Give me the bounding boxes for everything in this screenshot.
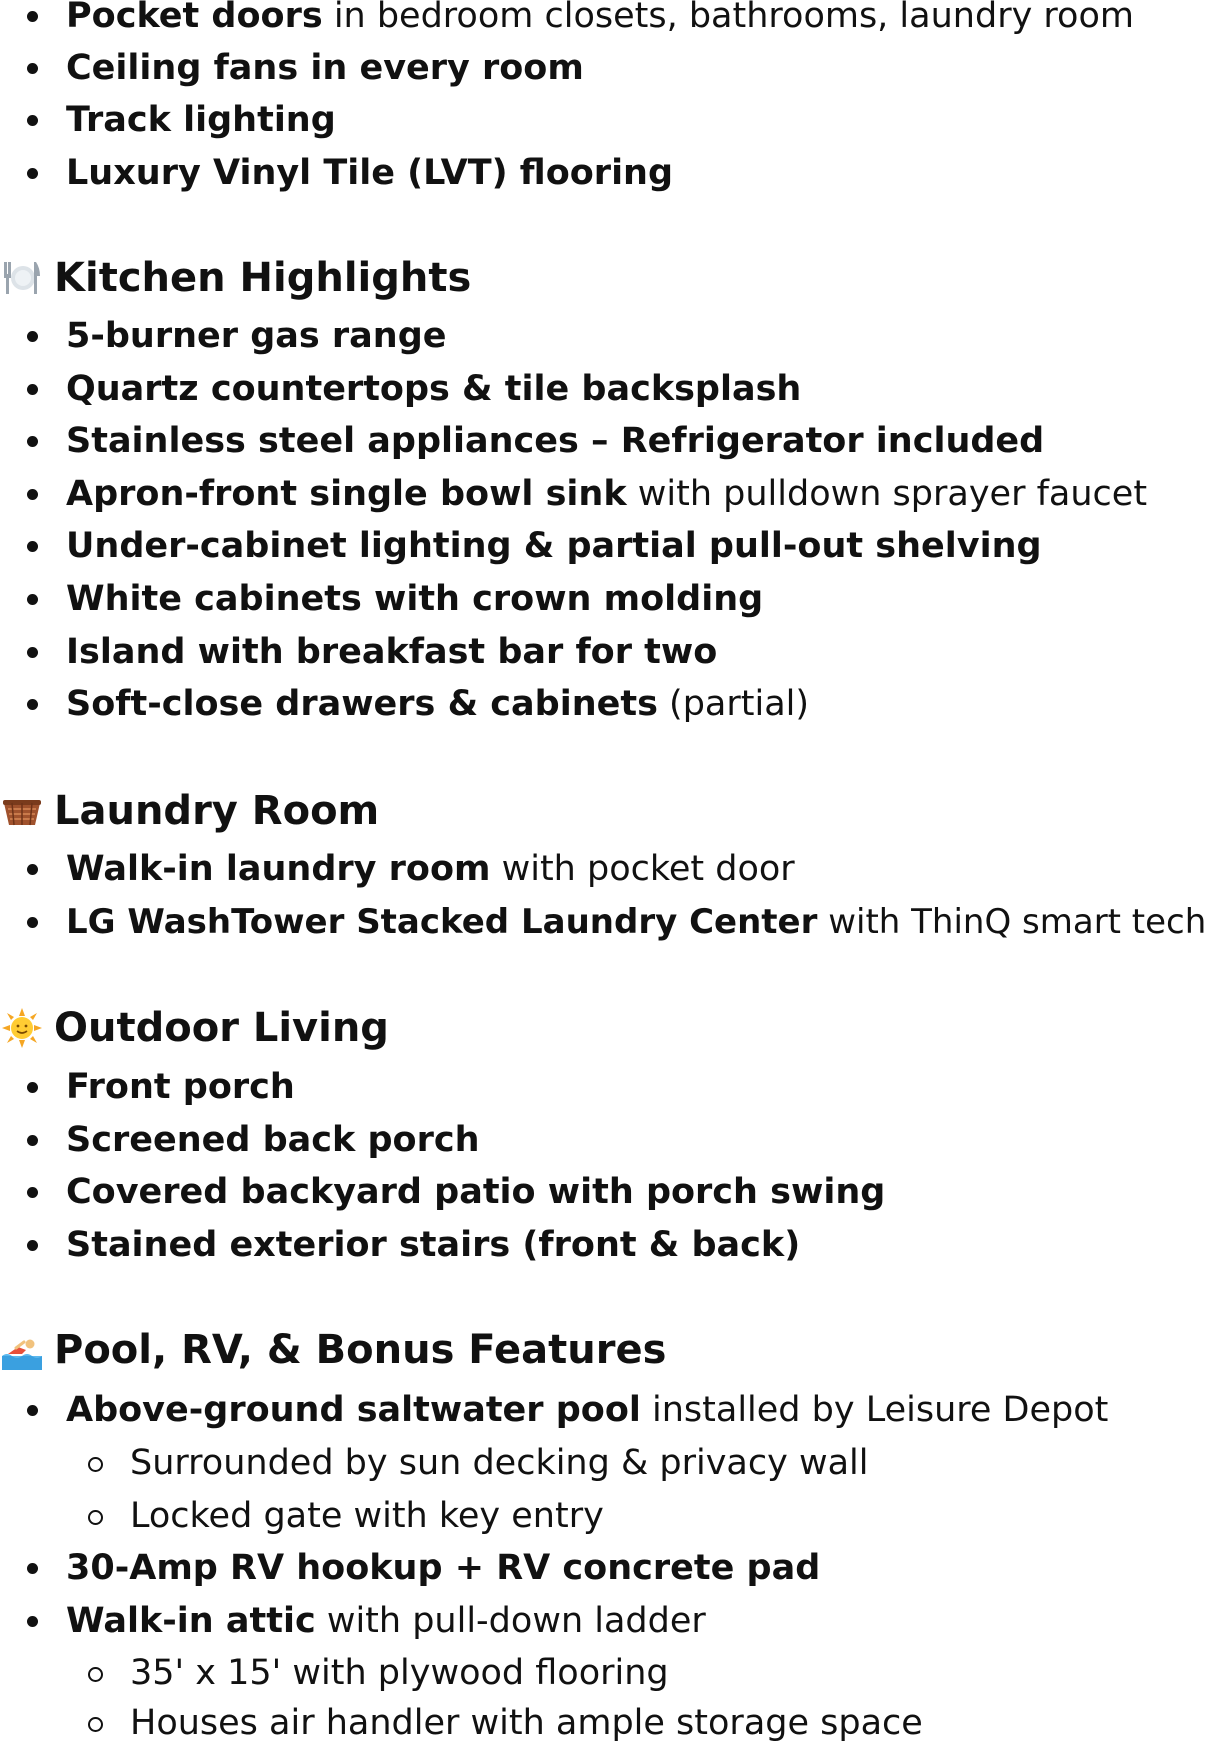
swimmer-icon	[2, 1330, 42, 1370]
item-text: with pulldown sprayer faucet	[626, 474, 1148, 514]
item-text: with ThinQ smart tech	[817, 902, 1207, 942]
item-text: in bedroom closets, bathrooms, laundry room	[322, 0, 1134, 36]
bullet	[27, 1187, 38, 1198]
bullet	[27, 594, 38, 605]
bullet	[27, 115, 38, 126]
bullet	[27, 864, 38, 875]
item-bold: Under-cabinet lighting & partial pull-out shelving	[66, 526, 1042, 566]
bullet	[27, 384, 38, 395]
bullet	[27, 331, 38, 342]
item-bold: Stained exterior stairs (front & back)	[66, 1225, 801, 1265]
bullet	[27, 541, 38, 552]
bullet	[27, 647, 38, 658]
bullet	[27, 699, 38, 710]
basket-icon	[2, 791, 42, 831]
item-bold: Covered backyard patio with porch swing	[66, 1172, 886, 1212]
item-bold: Front porch	[66, 1067, 295, 1107]
item-text: 35' x 15' with plywood flooring	[130, 1653, 669, 1693]
item-bold: Quartz countertops & tile backsplash	[66, 369, 802, 409]
bullet	[27, 1616, 38, 1627]
bullet	[27, 168, 38, 179]
section-title: Laundry Room	[54, 788, 380, 834]
item-text: with pocket door	[490, 849, 795, 889]
sub-bullet	[88, 1457, 103, 1472]
item-bold: Luxury Vinyl Tile (LVT) flooring	[66, 153, 674, 193]
item-bold: 5-burner gas range	[66, 316, 447, 356]
bullet	[27, 1563, 38, 1574]
item-bold: Apron-front single bowl sink	[66, 474, 627, 514]
item-text: (partial)	[657, 684, 810, 724]
item-bold: Walk-in laundry room	[66, 849, 491, 889]
item-bold: Track lighting	[66, 100, 336, 140]
bullet	[27, 1082, 38, 1093]
item-bold: Stainless steel appliances – Refrigerator included	[66, 421, 1045, 461]
bullet	[27, 436, 38, 447]
item-bold: Pocket doors	[66, 0, 323, 36]
item-bold: Screened back porch	[66, 1120, 480, 1160]
bullet	[27, 11, 38, 22]
item-bold: Island with breakfast bar for two	[66, 632, 718, 672]
sun-icon	[2, 1008, 42, 1048]
section-title: Outdoor Living	[54, 1005, 389, 1051]
item-text: Locked gate with key entry	[130, 1496, 604, 1536]
sub-bullet	[88, 1667, 103, 1682]
bullet	[27, 1240, 38, 1251]
item-bold: 30-Amp RV hookup + RV concrete pad	[66, 1548, 821, 1588]
item-bold: Walk-in attic	[66, 1601, 316, 1641]
item-bold: LG WashTower Stacked Laundry Center	[66, 902, 818, 942]
sub-bullet	[88, 1510, 103, 1525]
item-bold: Soft-close drawers & cabinets	[66, 684, 658, 724]
bullet	[27, 63, 38, 74]
bullet	[27, 1135, 38, 1146]
item-text: installed by Leisure Depot	[640, 1390, 1109, 1430]
item-text: with pull-down ladder	[315, 1601, 706, 1641]
bullet	[27, 917, 38, 928]
section-title: Kitchen Highlights	[54, 255, 472, 301]
bullet	[27, 1405, 38, 1416]
sub-bullet	[88, 1717, 103, 1732]
item-text: Houses air handler with ample storage space	[130, 1703, 923, 1743]
item-bold: Ceiling fans in every room	[66, 48, 584, 88]
section-title: Pool, RV, & Bonus Features	[54, 1327, 667, 1373]
bullet	[27, 489, 38, 500]
fork-knife-plate-icon	[2, 258, 42, 298]
item-bold: Above-ground saltwater pool	[66, 1390, 641, 1430]
item-bold: White cabinets with crown molding	[66, 579, 764, 619]
item-text: Surrounded by sun decking & privacy wall	[130, 1443, 869, 1483]
